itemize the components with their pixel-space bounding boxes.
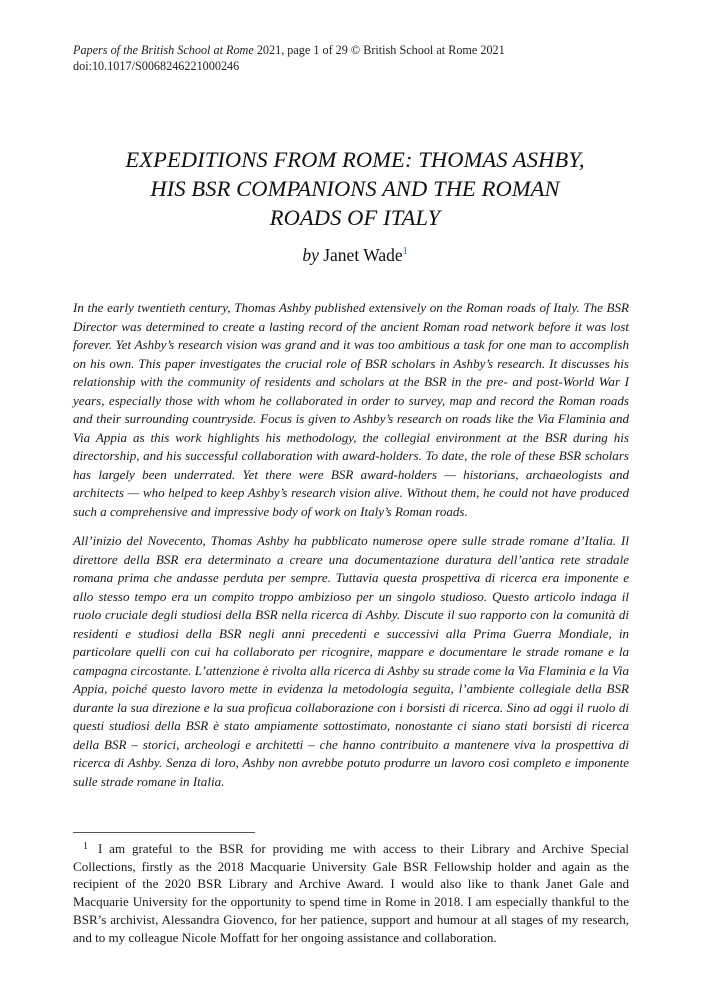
footnote-text: I am grateful to the BSR for providing me with access to their Library and Archive Special Collections, firstly as the 2018 Macquarie University Gale BSR Fellowship holder and again as the recipient of the 2020 BSR Library and Archive Award. I would also like to thank Janet Gale and Macquarie University for the opportunity to spend time in Rome in 2018. I am especially thankful to the BSR’s archivist, Alessandra Giovenco, for her patience, support and humour at all stages of my research, and to my colleague Nicole Moffatt for her ongoing assistance and collaboration. (73, 841, 629, 945)
footnote-reference[interactable]: 1 (402, 246, 408, 257)
article-title (40, 145, 670, 232)
abstract-italian: All’inizio del Novecento, Thomas Ashby ha pubblicato numerose opere sulle strade romane d’Italia. Il direttore della BSR era determinato a creare una documentazione duratura dell’antica rete stradale romana prima che andasse perduta per sempre. Tuttavia questa prospettiva di ricerca era imponente e allo stesso tempo era un compito troppo ambizioso per un singolo studioso. Questo articolo indaga il ruolo cruciale degli studiosi della BSR nella ricerca di Ashby. Discute il suo rapporto con la comunità di residenti e studiosi della BSR negli anni precedenti e successivi alla Prima Guerra Mondiale, in particolare quelli con cui ha collaborato per ricognire, mappare e documentare le strade romane e la campagna circostante. L’attenzione è rivolta alla ricerca di Ashby su strade come la Via Flaminia e la Via Appia, poiché questo lavoro mette in evidenza la metodologia seguita, l’ambiente collegiale della BSR durante la sua direzione e la sua proficua collaborazione con i borsisti di ricerca. Sino ad oggi il ruolo di questi studiosi della BSR è stato ampiamente sottostimato, nonostante ci siano stati borsisti di ricerca della BSR – storici, archeologi e architetti – che hanno contribuito a mantenere viva la prospettiva di ricerca di Ashby. Senza di loro, Ashby non avrebbe potuto produrre un lavoro così completo e imponente sulle strade romane in Italia. (73, 533, 629, 789)
footnote-divider (73, 832, 255, 833)
title-line-3: ROADS OF ITALY (269, 205, 441, 230)
author-name: Janet Wade (318, 245, 403, 265)
title-line-2: HIS BSR COMPANIONS AND THE ROMAN (150, 176, 560, 201)
journal-name: Papers of the British School at Rome (73, 43, 254, 57)
title-line-1: EXPEDITIONS FROM ROME: THOMAS ASHBY, (125, 147, 585, 172)
abstract-english: In the early twentieth century, Thomas Ashby published extensively on the Roman roads of Italy. The BSR Director was determined to create a lasting record of the ancient Roman road network before it was lost forever. Yet Ashby’s research vision was grand and it was too ambitious a task for one man to accomplish on his own. This paper investigates the crucial role of BSR scholars in Ashby’s research. It discusses his relationship with the community of residents and scholars at the BSR in the pre- and post-World War I years, especially those with whom he collaborated in order to survey, map and record the Roman roads and their surrounding countryside. Focus is given to Ashby’s research on roads like the Via Flaminia and Via Appia as this work highlights his methodology, the collegial environment at the BSR during his directorship, and his successful collaboration with award-holders. To date, the role of these BSR scholars has largely been underrated. Yet there were BSR award-holders — historians, archaeologists and architects — who helped to keep Ashby’s research vision alive. Without them, he could not have produced such a comprehensive and impressive body of work on Italy’s Roman roads. (73, 300, 629, 519)
footnote (73, 840, 629, 946)
running-header (73, 42, 633, 74)
journal-citation-line (73, 42, 633, 58)
footnote-mark: 1 (83, 841, 88, 852)
citation-details: 2021, page 1 of 29 © British School at Rome 2021 (253, 43, 505, 57)
doi[interactable]: doi:10.1017/S0068246221000246 (73, 59, 240, 73)
byline-by: by (302, 245, 319, 265)
byline (40, 244, 670, 266)
